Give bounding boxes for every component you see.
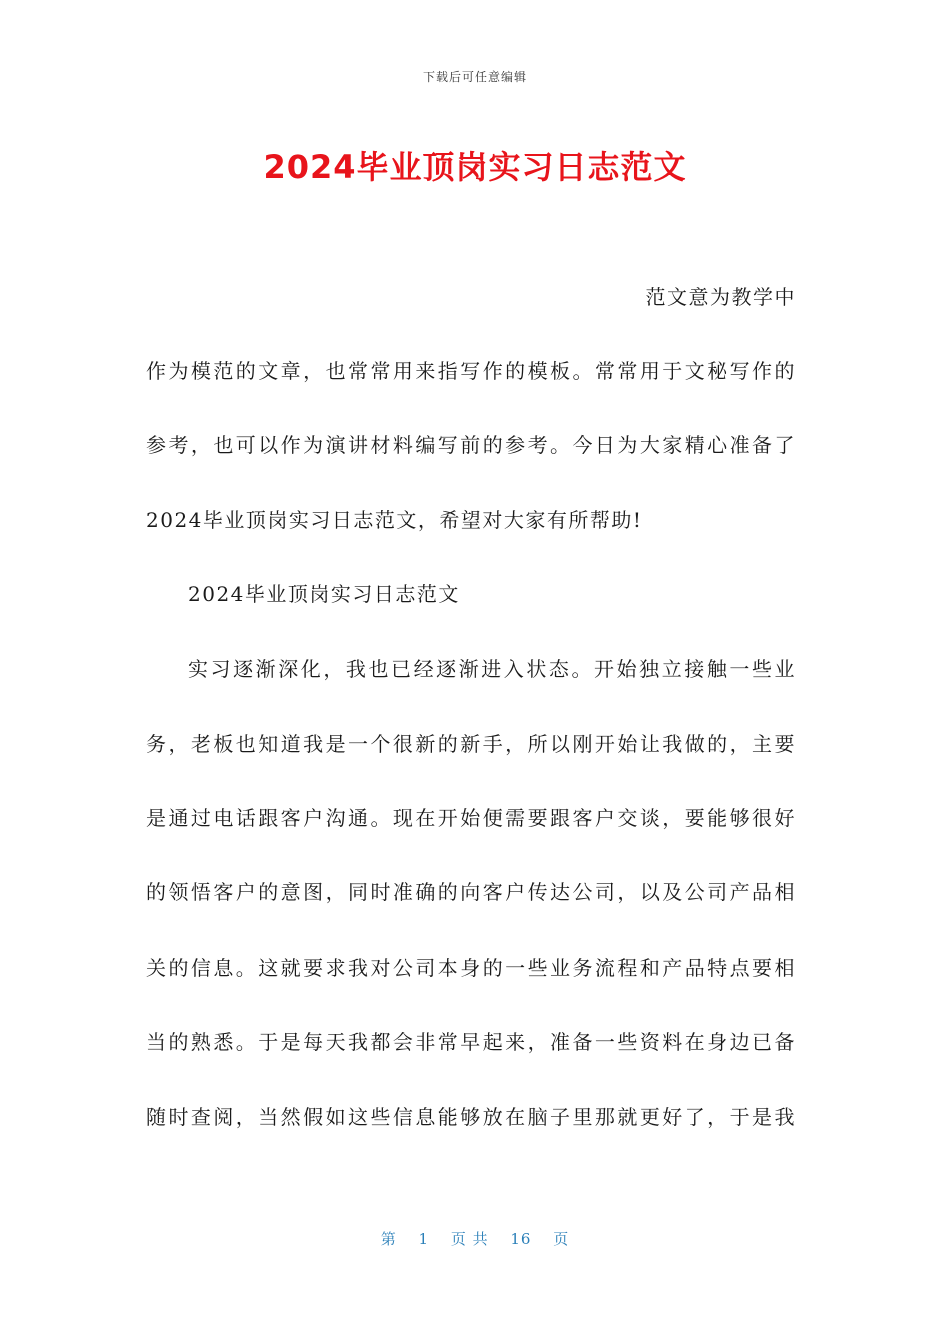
header-note: 下载后可任意编辑 <box>422 70 527 84</box>
footer-current-page: 1 <box>418 1230 430 1248</box>
footer-suffix: 页 <box>553 1230 570 1248</box>
body-line-5: 关的信息。这就要求我对公司本身的一些业务流程和产品特点要相 <box>146 956 796 980</box>
footer-mid: 页 共 <box>450 1230 489 1248</box>
footer-total-pages: 16 <box>510 1230 532 1248</box>
body-line-7: 随时查阅，当然假如这些信息能够放在脑子里那就更好了，于是我 <box>146 1105 796 1129</box>
subheading: 2024毕业顶岗实习日志范文 <box>188 582 460 606</box>
intro-line-4: 2024毕业顶岗实习日志范文，希望对大家有所帮助! <box>146 508 643 532</box>
body-line-2: 务，老板也知道我是一个很新的新手，所以刚开始让我做的，主要 <box>146 732 796 756</box>
intro-line-3: 参考，也可以作为演讲材料编写前的参考。今日为大家精心准备了 <box>146 433 796 457</box>
intro-line-2: 作为模范的文章，也常常用来指写作的模板。常常用于文秘写作的 <box>146 359 796 383</box>
body-line-3: 是通过电话跟客户沟通。现在开始便需要跟客户交谈，要能够很好 <box>146 806 796 830</box>
page-footer <box>0 1228 950 1249</box>
body-line-6: 当的熟悉。于是每天我都会非常早起来，准备一些资料在身边已备 <box>146 1030 796 1054</box>
body-line-1: 实习逐渐深化，我也已经逐渐进入状态。开始独立接触一些业 <box>188 657 796 681</box>
footer-prefix: 第 <box>380 1230 397 1248</box>
body-line-4: 的领悟客户的意图，同时准确的向客户传达公司，以及公司产品相 <box>146 880 796 904</box>
intro-line-1: 范文意为教学中 <box>645 285 796 309</box>
document-title: 2024毕业顶岗实习日志范文 <box>263 148 687 186</box>
